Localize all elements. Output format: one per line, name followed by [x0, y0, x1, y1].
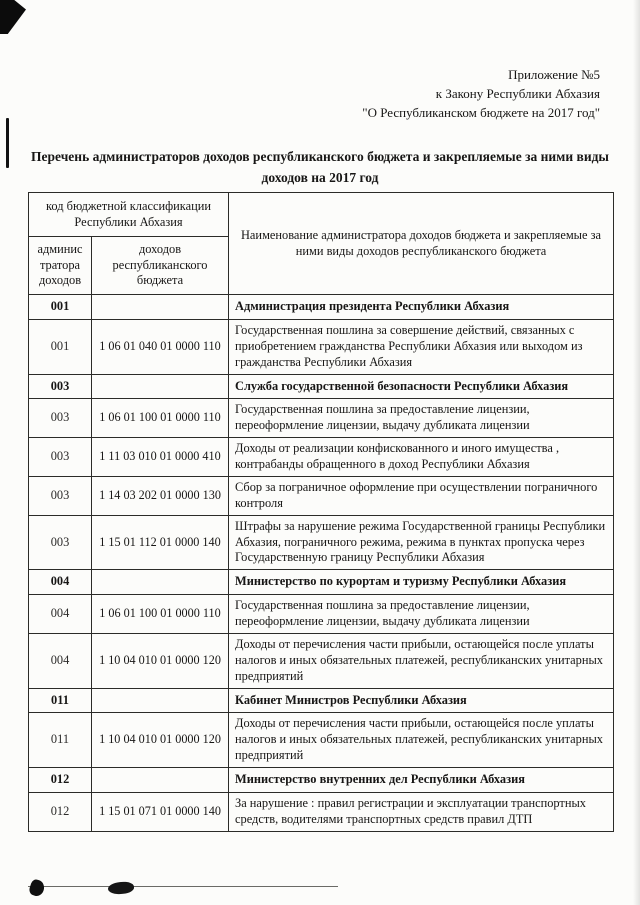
table-row — [29, 792, 614, 831]
admin-code-cell: 001 — [29, 295, 92, 320]
classification-code-cell: 1 15 01 112 01 0000 140 — [92, 515, 229, 570]
description-cell: Служба государственной безопасности Республики Абхазия — [229, 374, 614, 399]
scan-artifact-corner — [0, 0, 26, 34]
admin-code-cell: 012 — [29, 792, 92, 831]
table-row — [29, 713, 614, 768]
classification-code-cell: 1 06 01 100 01 0000 110 — [92, 399, 229, 438]
table-row — [29, 319, 614, 374]
description-cell: Кабинет Министров Республики Абхазия — [229, 688, 614, 713]
table-row — [29, 515, 614, 570]
table-row — [29, 295, 614, 320]
description-cell: Сбор за пограничное оформление при осуществлении пограничного контроля — [229, 476, 614, 515]
revenue-administrators-table — [28, 192, 614, 832]
description-cell: Администрация президента Республики Абхазия — [229, 295, 614, 320]
admin-code-cell: 012 — [29, 768, 92, 793]
admin-code-cell: 003 — [29, 399, 92, 438]
scan-edge-shadow — [633, 0, 640, 905]
classification-code-cell — [92, 768, 229, 793]
admin-code-cell: 003 — [29, 374, 92, 399]
table-row — [29, 438, 614, 477]
admin-code-cell: 001 — [29, 319, 92, 374]
description-cell: Министерство по курортам и туризму Республики Абхазия — [229, 570, 614, 595]
scan-artifact-bottom-line — [28, 886, 338, 887]
classification-code-cell: 1 11 03 010 01 0000 410 — [92, 438, 229, 477]
classification-code-cell: 1 10 04 010 01 0000 120 — [92, 713, 229, 768]
header-classification-group: код бюджетной классификации Республики Абхазия — [29, 193, 229, 237]
admin-code-cell: 011 — [29, 713, 92, 768]
description-cell: Государственная пошлина за предоставление лицензии, переоформление лицензии, выдачу дубликата лицензии — [229, 595, 614, 634]
admin-code-cell: 003 — [29, 476, 92, 515]
description-cell: Государственная пошлина за предоставление лицензии, переоформление лицензии, выдачу дубликата лицензии — [229, 399, 614, 438]
appendix-line-3: "О Республиканском бюджете на 2017 год" — [362, 104, 600, 120]
admin-code-cell: 011 — [29, 688, 92, 713]
table-row — [29, 374, 614, 399]
appendix-line-1: Приложение №5 — [508, 67, 600, 82]
header-admin-code-column: администратора доходов — [29, 237, 92, 295]
admin-code-cell: 004 — [29, 570, 92, 595]
scan-artifact-smudge-right — [107, 881, 134, 896]
classification-code-cell: 1 15 01 071 01 0000 140 — [92, 792, 229, 831]
description-cell: Государственная пошлина за совершение действий, связанных с приобретением гражданства Республики Абхазия или выходом из гражданства Республики Абхазия — [229, 319, 614, 374]
classification-code-cell — [92, 295, 229, 320]
table-row — [29, 476, 614, 515]
appendix-line-2: к Закону Республики Абхазия — [435, 85, 600, 101]
table-row — [29, 570, 614, 595]
admin-code-cell: 003 — [29, 438, 92, 477]
classification-code-cell — [92, 688, 229, 713]
table-row — [29, 768, 614, 793]
header-name-column: Наименование администратора доходов бюджета и закрепляемые за ними виды доходов республиканского бюджета — [229, 193, 614, 295]
description-cell: Штрафы за нарушение режима Государственной границы Республики Абхазия, пограничного режима, режима в пунктах пропуска через Государственную границу Республики Абхазия — [229, 515, 614, 570]
table-row — [29, 633, 614, 688]
table-row — [29, 399, 614, 438]
table-body — [29, 295, 614, 832]
classification-code-cell: 1 06 01 100 01 0000 110 — [92, 595, 229, 634]
scan-artifact-left-bar — [6, 118, 9, 168]
description-cell: Министерство внутренних дел Республики Абхазия — [229, 768, 614, 793]
header-budget-code-column: доходов республиканского бюджета — [92, 237, 229, 295]
document-title: Перечень администраторов доходов республиканского бюджета и закрепляемые за ними виды доходов на 2017 год — [31, 149, 609, 185]
appendix-header — [362, 66, 600, 123]
scan-artifact-smudge-left — [28, 878, 46, 898]
table-row — [29, 688, 614, 713]
classification-code-cell — [92, 570, 229, 595]
description-cell: Доходы от реализации конфискованного и иного имущества , контрабанды обращенного в доход Республики Абхазия — [229, 438, 614, 477]
description-cell: Доходы от перечисления части прибыли, остающейся после уплаты налогов и иных обязательных платежей, республиканских унитарных предприятий — [229, 713, 614, 768]
table-header — [29, 193, 614, 295]
table-row — [29, 595, 614, 634]
description-cell: Доходы от перечисления части прибыли, остающейся после уплаты налогов и иных обязательных платежей, республиканских унитарных предприятий — [229, 633, 614, 688]
admin-code-cell: 004 — [29, 633, 92, 688]
admin-code-cell: 003 — [29, 515, 92, 570]
classification-code-cell — [92, 374, 229, 399]
classification-code-cell: 1 06 01 040 01 0000 110 — [92, 319, 229, 374]
admin-code-cell: 004 — [29, 595, 92, 634]
description-cell: За нарушение : правил регистрации и эксплуатации транспортных средств, водителями транспортных средств правил ДТП — [229, 792, 614, 831]
classification-code-cell: 1 10 04 010 01 0000 120 — [92, 633, 229, 688]
classification-code-cell: 1 14 03 202 01 0000 130 — [92, 476, 229, 515]
